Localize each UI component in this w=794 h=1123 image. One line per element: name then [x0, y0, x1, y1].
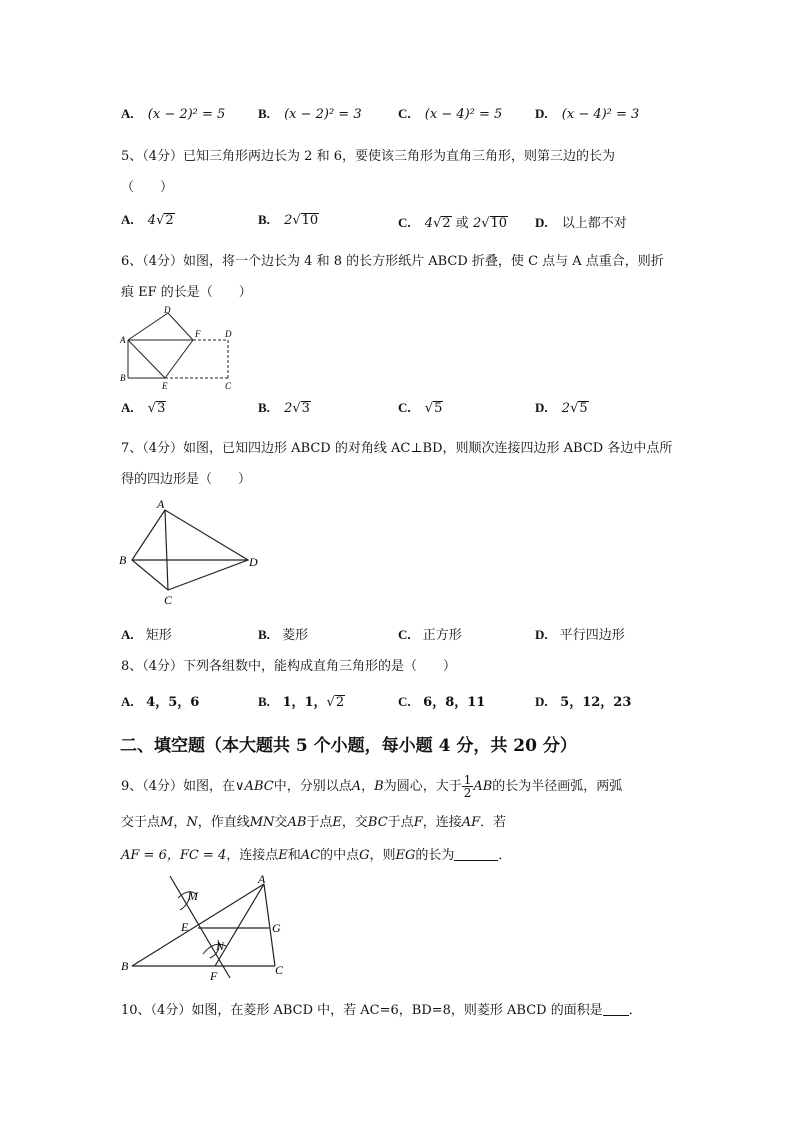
- option-label: A.: [121, 400, 134, 415]
- radicand: 5: [579, 401, 588, 416]
- option-label: A.: [121, 627, 134, 642]
- radicand: 10: [301, 213, 319, 228]
- math-e: E: [278, 848, 288, 863]
- q10-stem: [121, 999, 642, 1018]
- option-label: D.: [535, 215, 548, 230]
- q7-option-b: [258, 624, 308, 643]
- text: ．: [498, 848, 512, 863]
- q8-stem: 8、（4分）下列各组数中，能构成直角三角形的是（ ）: [121, 659, 457, 674]
- q7-stem-2: 得的四边形是（ ）: [121, 472, 252, 487]
- text: 和: [287, 848, 301, 863]
- text: ，交: [341, 815, 368, 830]
- text: ．若: [480, 815, 507, 830]
- q6-stem-2: 痕 EF 的长是（ ）: [121, 285, 252, 300]
- coef: 2: [472, 216, 482, 231]
- q5-option-b: [258, 212, 319, 228]
- q4-option-d: [535, 106, 639, 122]
- label-b: B: [119, 553, 127, 567]
- label-e: E: [181, 920, 189, 934]
- label-d-2: D: [225, 329, 232, 339]
- option-label: B.: [258, 627, 270, 642]
- label-g: G: [272, 921, 281, 935]
- coef: 4: [424, 216, 434, 231]
- sqrt-symbol: √5: [424, 401, 443, 416]
- diagonal-ac: [165, 510, 168, 590]
- answer-blank[interactable]: [454, 848, 498, 861]
- quadrilateral-abcd: [132, 510, 248, 590]
- math-tri: ∨ABC: [235, 779, 274, 794]
- option-label: D.: [535, 400, 548, 415]
- text: ，: [173, 815, 187, 830]
- option-text: 1，1，: [282, 695, 327, 710]
- text: ，作直线: [197, 815, 250, 830]
- option-label: A.: [121, 694, 134, 709]
- text: 的中点: [320, 848, 360, 863]
- option-text: 5，12，23: [560, 695, 632, 710]
- math-a: A: [351, 779, 362, 794]
- text: 于点: [306, 815, 333, 830]
- text: 的长为: [415, 848, 455, 863]
- q6-option-c: [398, 400, 443, 416]
- label-f: F: [210, 969, 218, 983]
- sqrt-symbol: √3: [292, 401, 310, 416]
- label-d: D: [249, 555, 258, 569]
- q7-figure: [118, 496, 268, 608]
- q9-line-2: [121, 811, 506, 830]
- math-af: AF: [461, 815, 481, 830]
- option-text: 6，8，11: [423, 695, 486, 710]
- option-expr: (x − 4)² = 5: [424, 107, 503, 122]
- q4-option-b: [258, 106, 362, 122]
- denominator: 2: [463, 786, 472, 800]
- q6-figure: [118, 303, 238, 391]
- label-b: B: [120, 373, 126, 383]
- label-a: A: [120, 335, 126, 345]
- answer-blank[interactable]: [603, 1003, 629, 1016]
- option-text: 4，5，6: [146, 695, 200, 710]
- text: ，则: [369, 848, 396, 863]
- math-ac: AC: [300, 848, 321, 863]
- math-g: G: [359, 848, 370, 863]
- option-label: C.: [398, 215, 411, 230]
- radicand: 3: [157, 401, 166, 416]
- q6-option-a: [121, 400, 166, 416]
- radicand: 10: [490, 216, 508, 231]
- option-expr: (x − 4)² = 3: [561, 107, 640, 122]
- q7-option-c: [398, 624, 462, 643]
- segment-af: [215, 884, 264, 966]
- text: ，: [361, 779, 375, 794]
- text: 10、（4分）如图，在菱形 ABCD 中，若 AC=6，BD=8，则菱形 ABCD 的面积是: [121, 1003, 603, 1018]
- text: ，连接点: [226, 848, 279, 863]
- option-expr: (x − 2)² = 5: [147, 107, 226, 122]
- q5-option-c: [398, 212, 508, 231]
- math-eg: EG: [395, 848, 416, 863]
- label-c: C: [225, 381, 232, 391]
- sqrt-symbol: √10: [292, 213, 319, 228]
- option-text: 正方形: [422, 628, 462, 643]
- q8-option-b: [258, 691, 345, 710]
- q7-option-a: [121, 624, 172, 643]
- label-b: B: [121, 959, 129, 973]
- option-text: 平行四边形: [559, 628, 625, 643]
- or-text: 或: [455, 216, 469, 231]
- side-ad: [128, 313, 168, 340]
- option-label: A.: [121, 106, 134, 121]
- crease-ef: [165, 340, 193, 378]
- text: 为圆心，大于: [383, 779, 462, 794]
- q8-option-d: [535, 691, 631, 710]
- option-label: D.: [535, 627, 548, 642]
- label-c: C: [275, 963, 284, 977]
- q7-option-d: [535, 624, 625, 643]
- option-label: D.: [535, 106, 548, 121]
- radicand: 2: [165, 213, 174, 228]
- option-text: 以上都不对: [561, 216, 627, 231]
- q5-stem: 5、（4分）已知三角形两边长为 2 和 6，要使该三角形为直角三角形，则第三边的长为: [121, 149, 615, 164]
- radicand: 5: [434, 401, 443, 416]
- option-text: 菱形: [282, 628, 309, 643]
- text: ，连接: [422, 815, 462, 830]
- q8-option-a: [121, 691, 199, 710]
- text: 交: [274, 815, 288, 830]
- option-label: D.: [535, 694, 548, 709]
- radicand: 3: [301, 401, 310, 416]
- coef: 4: [147, 213, 157, 228]
- sqrt-symbol: √3: [147, 401, 166, 416]
- radicand: 2: [442, 216, 451, 231]
- coef: 2: [284, 401, 293, 416]
- text: 于点: [387, 815, 414, 830]
- label-m: M: [188, 889, 198, 903]
- sqrt-symbol: √5: [570, 401, 588, 416]
- q9-line-3: [121, 844, 511, 863]
- q5-option-d: [535, 212, 627, 231]
- coef: 2: [284, 213, 293, 228]
- math-bc: BC: [367, 815, 388, 830]
- option-label: C.: [398, 106, 411, 121]
- option-label: A.: [121, 212, 134, 227]
- option-label: C.: [398, 627, 411, 642]
- q7-stem: 7、（4分）如图，已知四边形 ABCD 的对角线 AC⊥BD，则顺次连接四边形 ABCD 各边中点所: [121, 441, 673, 456]
- line-mn: [170, 876, 230, 978]
- q9-figure: [118, 870, 298, 985]
- q6-stem: 6、（4分）如图，将一个边长为 4 和 8 的长方形纸片 ABCD 折叠，使 C 点与 A 点重合，则折: [121, 254, 664, 269]
- label-c: C: [164, 593, 173, 607]
- side-ae: [128, 340, 165, 378]
- option-label: B.: [258, 400, 270, 415]
- text: 中，分别以点: [273, 779, 352, 794]
- fraction: [462, 774, 474, 799]
- radicand: 2: [335, 695, 345, 710]
- q4-option-a: [121, 106, 225, 122]
- text: 的长为半径画弧，两弧: [492, 779, 623, 794]
- option-text: 矩形: [145, 628, 172, 643]
- label-e: E: [162, 381, 168, 391]
- math-mn: MN: [249, 815, 275, 830]
- text: 9、（4分）如图，在: [121, 779, 236, 794]
- option-label: B.: [258, 694, 270, 709]
- sqrt-symbol: √10: [481, 216, 508, 231]
- q5-paren: （ ）: [121, 180, 174, 195]
- label-n: N: [216, 939, 225, 953]
- math-m: M: [160, 815, 174, 830]
- math-f: F: [413, 815, 423, 830]
- math-b: B: [374, 779, 384, 794]
- label-a: A: [258, 872, 266, 886]
- option-expr: (x − 2)² = 3: [284, 107, 362, 122]
- math-n: N: [186, 815, 198, 830]
- q9-line-1: [121, 774, 622, 799]
- q4-option-c: [398, 106, 502, 122]
- numerator: 1: [463, 773, 472, 787]
- text: ．: [628, 1003, 642, 1018]
- q5-option-a: [121, 212, 175, 228]
- q6-option-b: [258, 400, 311, 416]
- sqrt-symbol: √2: [433, 216, 451, 231]
- math-given: AF = 6，FC = 4: [121, 848, 227, 863]
- option-label: B.: [258, 106, 270, 121]
- math-ab: AB: [287, 815, 307, 830]
- math-e: E: [332, 815, 342, 830]
- sqrt-symbol: √2: [326, 695, 345, 710]
- label-d: D: [164, 305, 171, 315]
- side-df: [168, 313, 193, 340]
- label-f: F: [195, 329, 201, 339]
- sqrt-symbol: √2: [156, 213, 174, 228]
- coef: 2: [561, 401, 571, 416]
- option-label: B.: [258, 212, 270, 227]
- q6-option-d: [535, 400, 589, 416]
- q8-option-c: [398, 691, 485, 710]
- side-ba: [132, 884, 264, 966]
- label-a: A: [157, 497, 165, 511]
- section-title: 二、填空题（本大题共 5 个小题，每小题 4 分，共 20 分）: [120, 736, 577, 756]
- text: 交于点: [121, 815, 161, 830]
- math-ab: AB: [473, 779, 493, 794]
- option-label: C.: [398, 694, 411, 709]
- option-label: C.: [398, 400, 411, 415]
